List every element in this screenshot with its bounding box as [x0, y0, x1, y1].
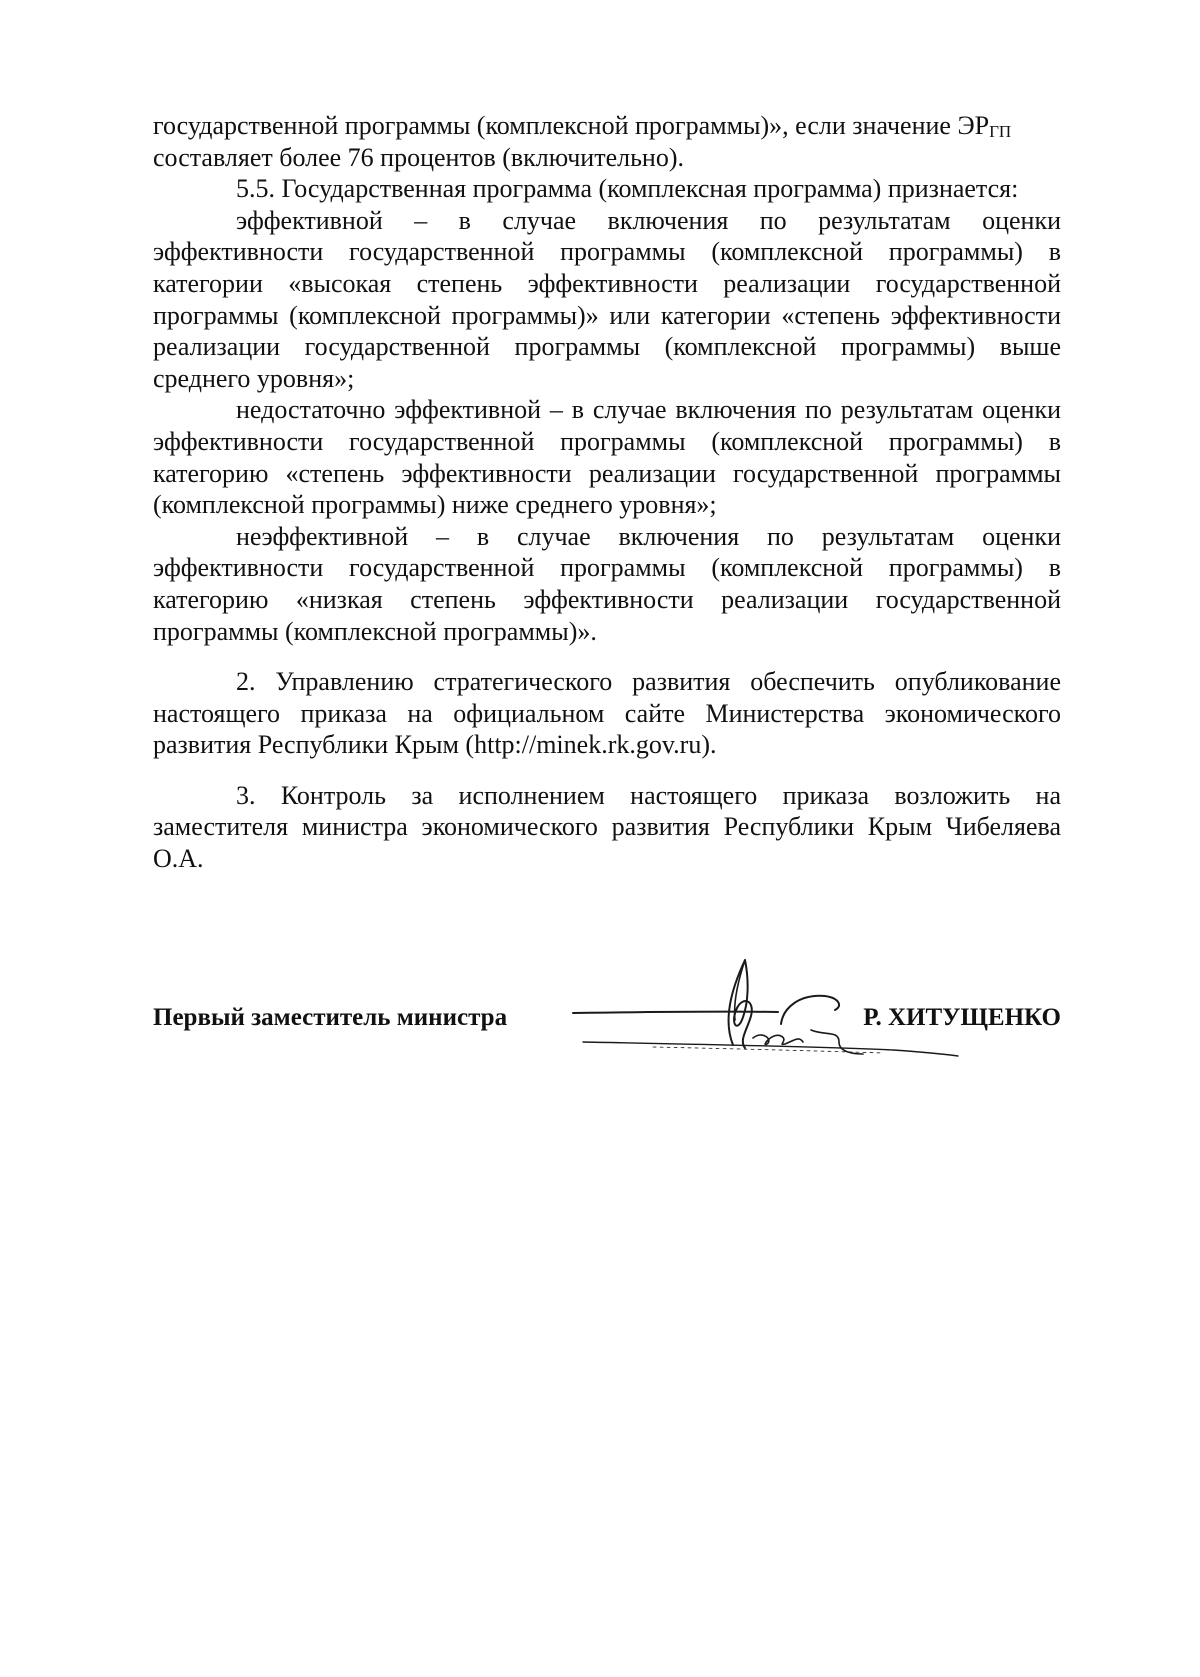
paragraph-5-5: 5.5. Государственная программа (комплексная программа) признается:	[236, 174, 1019, 204]
paragraph-insufficiently-effective: недостаточно эффективной – в случае включения по результатам оценки эффективности государственной программы (комплексной программы) в категорию «степень эффективности реализации государственной программы (комплексной программы) ниже среднего уровня»;	[153, 395, 1061, 520]
paragraph-item-3: 3. Контроль за исполнением настоящего приказа возложить на заместителя министра экономического развития Республики Крым Чибеляева О.А.	[153, 780, 1061, 874]
paragraph-text: государственной программы (комплексной программы)», если значение ЭР	[153, 111, 990, 140]
signatory-title: Первый заместитель министра	[153, 1004, 508, 1031]
paragraph-criteria-end	[153, 110, 1061, 173]
paragraph-effective: эффективной – в случае включения по результатам оценки эффективности государственной программы (комплексной программы) в категории «высокая степень эффективности реализации государственной программы (комплексной программы)» или категории «степень эффективности реализации государственной программы (комплексной программы) выше среднего уровня»;	[153, 205, 1061, 393]
paragraph-ineffective: неэффективной – в случае включения по результатам оценки эффективности государственной программы (комплексной программы) в категорию «низкая степень эффективности реализации государственной программы (комплексной программы)».	[153, 521, 1061, 646]
subscript-gp: ГП	[989, 122, 1012, 141]
signatory-name: Р. ХИТУЩЕНКО	[863, 1004, 1061, 1031]
signature-block	[153, 990, 1061, 1080]
paragraph-item-2: 2. Управлению стратегического развития обеспечить опубликование настоящего приказа на официальном сайте Министерства экономического развития Республики Крым (http://minek.rk.gov.ru).	[153, 667, 1061, 760]
paragraph-text: составляет более 76 процентов (включительно).	[153, 142, 685, 172]
document-body	[153, 110, 1061, 875]
